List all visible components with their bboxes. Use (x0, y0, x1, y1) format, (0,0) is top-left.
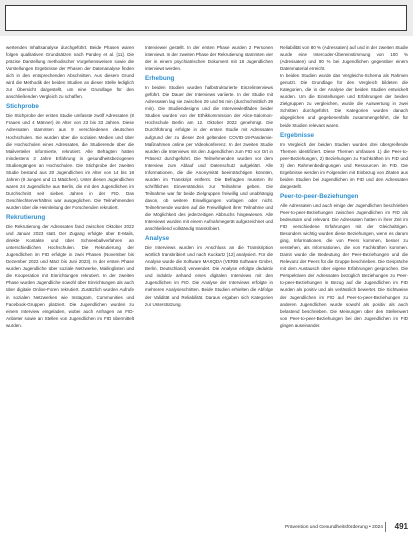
body-paragraph: Die Rekrutierung der Adressaten fand zwischen Oktober 2022 und Januar 2023 statt. Der Zugang erfolgte über E-Mails, direkte Kontakte und über Schneeballverfahren an unterschiedlichen Hochschulen. Die Rekrutierung der Jugendlichen im FID erfolgte in zwei Phasen (November bis Dezember 2022 und März bis Juni 2023). In der ersten Phase wurden Jugendliche über soziale Netzwerke, Mailinglisten und die Kooperation mit Einrichtungen rekrutiert. In der zweiten Phase wurden Jugendliche sowohl über Einrichtungen als auch über digitale Online-Foren rekrutiert. Zusätzlich wurden Aufrufe in sozialen Netzwerken wie Instagram, Communities und Facebook-Gruppen platziert. Die Jugendlichen wurden zu einem Interview eingeladen, wobei auch Anfragen an FID-Anbieter sowie an Stellen von Jugendlichen im FID übermittelt wurden. (6, 224, 134, 328)
body-paragraph: In beiden Studien wurden halbstrukturierte Einzelinterviews geführt. Die Dauer der Interviews variierte. In der Studie mit Adressaten lag sie zwischen 29 und 56 min (durchschnittlich 39 min). Die Studiendesigns und die Interviewleitfäden beider Studien wurden von der Ethikkommission der Alice-Salomon-Hochschule Berlin am 12. Oktober 2022 genehmigt. Die Durchführung erfolgte in der ersten Studie mit Adressaten aufgrund der zu dieser Zeit geltenden COVID-19-Pandemie-Maßnahmen online per Videokonferenz. In der zweiten Studie wurden die Interviews mit den Jugendlichen zum FID vor Ort in Präsenz durchgeführt. Die Teilnehmenden wurden vor dem Interview zum Ablauf und Datenschutz aufgeklärt. Alle Informationen, die die Anonymität beeinträchtigen könnten, wurden im Transkript entfernt. Die Befragten mussten ihr schriftliches Einverständnis zur Teilnahme geben. Die Teilnahme war für beide Zielgruppen freiwillig und unabhängig davon, ob weitere Einwilligungen vorlagen oder nicht. Teilnehmende wurden auf die Freiwilligkeit ihrer Teilnahme und die Möglichkeit des jederzeitigen Abbruchs hingewiesen. Alle Interviews wurden mit einem Aufnahmegerät aufgezeichnet und anschließend vollständig transkribiert. (145, 85, 273, 232)
body-paragraph: Im Vergleich der beiden Studien wurden drei übergreifende Themen identifiziert. Diese Themen umfassen 1) die Peer-to-peer-Beziehungen, 2) Beziehungen zu Fachkräften im FID und 3) den Rahmenbedingungen und Ressourcen im FID. Die Ergebnisse werden im Folgenden mit Einbezug von Zitaten aus beiden Studien bei Jugendlichen im FID und den Adressaten dargestellt. (280, 141, 408, 189)
header-frame (5, 5, 407, 31)
text-column-middle (145, 44, 273, 524)
body-paragraph: Reliabilität von 80 % (Adressaten) auf und in der zweiten Studie wurde eine Intercoder-Übereinstimmung von 100 % (Adressaten) und 90 % bei Jugendlichen gegenüber einem Datenmaterial erreicht. (280, 45, 408, 72)
page-header-band (0, 0, 413, 36)
section-heading: Analyse (145, 235, 170, 243)
section-heading: Stichprobe (6, 103, 39, 111)
page-number: 491 (394, 522, 408, 531)
body-paragraph: In beiden Studien wurde das Vergleichs-Schema als Rahmen genutzt. Die Grundlage für den Vergleich bildeten die Kategorien, die in der Analyse der beiden Studien entwickelt wurden. Um die Einstellungen und Erfahrungen der beiden Zielgruppen zu vergleichen, wurde die Auswertung in zwei Schritten durchgeführt. Die Kategorien wurden danach abgeglichen und gegebenenfalls zusammengeführt, die für beide Studien relevant waren. (280, 73, 408, 128)
journal-footer: Prävention und Gesundheitsförderung • 2024 (285, 525, 383, 530)
section-heading: Ergebnisse (280, 131, 314, 139)
section-heading: Erhebung (145, 75, 175, 83)
body-paragraph: wertenden Inhaltsanalyse durchgeführt. Beide Phasen waren folgen qualitativen Grundsätzen nach Pandey et al. [11]. Die präzise Darstellung methodischer Vorgehensweisen sowie die Vorstellungen Ergebnisse der Phasen der Datenanalyse finden sich in den entsprechenden Abschnitten. Aus diesem Grund wird die Methodik der beiden Studien an dieser Stelle lediglich zur Übersicht dargestellt, um eine Grundlage für den anschließenden Vergleich zu schaffen. (6, 45, 134, 100)
text-column-left (6, 44, 134, 524)
footer-divider (385, 522, 386, 532)
body-paragraph: Die Stichprobe der ersten Studie umfasste zwölf Adressaten (8 Frauen und 4 Männer) im Alter von 23 bis 33 Jahren. Diese Adressaten stammten aus 9 verschiedenen deutschen Hochschulen. Sie wurden über die sozialen Medien und über die Hochschulen eines Adressaten, die Studierende über die Mailverteiler informierte, rekrutiert. Alle Befragten hatten mindestens 3 Jahre Erfahrung in gesundheitsbezogenen Studiengängen an Hochschulen. Die Stichprobe der zweiten Studie bestand aus 20 Jugendlichen im Alter von 14 bis 18 Jahren (9 Jungen und 11 Mädchen). Unter diesen Jugendlichen waren 24 Jugendliche aus Berlin, die mit den Jugendlichen im Durchschnitt seit sieben Jahren in der FID. Das Geschlechterverhältnis war ausgeglichen. Die Teilnehmenden wurden über die Heimleitung der Forschenden rekrutiert. (6, 113, 134, 210)
body-paragraph: Alle Adressaten und auch einige der Jugendlichen beschrieben Peer-to-peer-Beziehungen zwischen Jugendlichen im FID als bedeutsam und relevant. Die Adressaten hatten in ihrer Zeit im FID verschiedene Erfahrungen mit der Gleichaltrigen. Besonders wichtig wurden diese Beziehungen, wenn es darum ging, Informationen, die von Peers kommen, besser zu verstehen, als Informationen, die von Fachkräften kommen. Damit wurde die Bedeutung der Peer-Beziehungen und die Relevanz der Peers für die Gruppe beschrieben. Die Gespräche mit dem Austausch über eigene Erfahrungen gesprochen. Die Perspektiven der Adressaten bezüglich Beziehungen zu Peer-to-peer-Beziehungen in Bezug auf die Jugendlichen im FID wurden als positiv und als verlässlich bewertet. Die Sichtweise der Jugendlichen im FID auf Peer-to-peer-Beziehungen zu anderen Jugendlichen wurde sowohl als positiv als auch belastend beschrieben. Die Meinungen über den Stellenwert von Peer-to-peer-Beziehungen bei den Jugendlichen im FID gingen auseinander. (280, 202, 408, 328)
body-paragraph: Die Interviews wurden im Anschluss an die Transkription wörtlich transkribiert und nach Kuckartz [12] analysiert. Für die Analyse wurde die Software MAXQDA (VERBI Software GmbH, Berlin, Deutschland) verwendet. Die Analyse erfolgte deduktiv und induktiv anhand eines digitalen Interviews mit den Jugendlichen im FID. Die Analyse der Interviews erfolgte in mehreren Analyseschritten. Beide Studien erhielten die Abfolge der Validität und Reliabilität. Daraus ergaben sich Kategorien zur Unterstützung. (145, 245, 273, 307)
text-column-right (280, 44, 408, 524)
section-heading: Rekrutierung (6, 214, 46, 222)
body-paragraph: Interviewer gestellt. In der ersten Phase wurden 2 Personen interviewt. In der zweiten Phase der Rekrutierung stammten vier der in einem psychiatrischen Dokument mit 18 Jugendlichen interviewt werden. (145, 45, 273, 72)
section-heading: Peer-to-peer-Beziehungen (280, 192, 359, 200)
